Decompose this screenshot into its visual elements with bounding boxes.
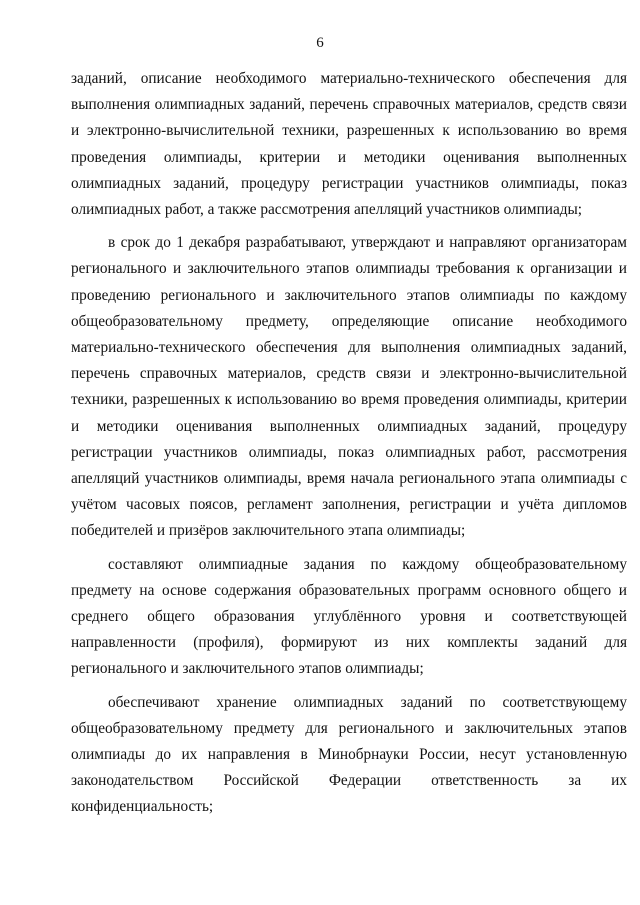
paragraph-storage-confidentiality: обеспечивают хранение олимпиадных заданий по соответствующему общеобразовательному предмету для регионального и заключительных этапов олимпиады до их направления в Минобрнауки России, несут установленную законодательством Российской Федерации ответственность за их конфиденциальность; [71, 693, 627, 816]
paragraph-requirements-deadline: в срок до 1 декабря разрабатывают, утверждают и направляют организаторам регионального и заключительного этапов олимпиады требования к организации и проведению регионального и заключительного этапов олимпиады по каждому общеобразовательному предмету, определяющие описание необходимого материально-технического обеспечения для выполнения олимпиадных заданий, перечень справочных материалов, средств связи и электронно-вычислительной техники, разрешенных к использованию во время проведения олимпиады, критерии и методики оценивания выполненных олимпиадных заданий, процедуру регистрации участников олимпиады, показ олимпиадных работ, рассмотрения апелляций участников олимпиады, время начала регионального этапа олимпиады с учётом часовых поясов, регламент заполнения, регистрации и учёта дипломов победителей и призёров заключительного этапа олимпиады; [71, 234, 627, 540]
paragraph-continuation: заданий, описание необходимого материально-технического обеспечения для выполнения олимпиадных заданий, перечень справочных материалов, средств связи и электронно-вычислительной техники, разрешенных к использованию во время проведения олимпиады, критерии и методики оценивания выполненных олимпиадных заданий, процедуру регистрации участников олимпиады, показ олимпиадных работ, а также рассмотрения апелляций участников олимпиады; [71, 70, 627, 219]
document-body [71, 66, 627, 821]
paragraph-compose-tasks: составляют олимпиадные задания по каждому общеобразовательному предмету на основе содержания образовательных программ основного общего и среднего общего образования углублённого уровня и соответствующей направленности (профиля), формируют из них комплекты заданий для регионального и заключительного этапов олимпиады; [71, 555, 627, 678]
page-number: 6 [316, 35, 324, 51]
